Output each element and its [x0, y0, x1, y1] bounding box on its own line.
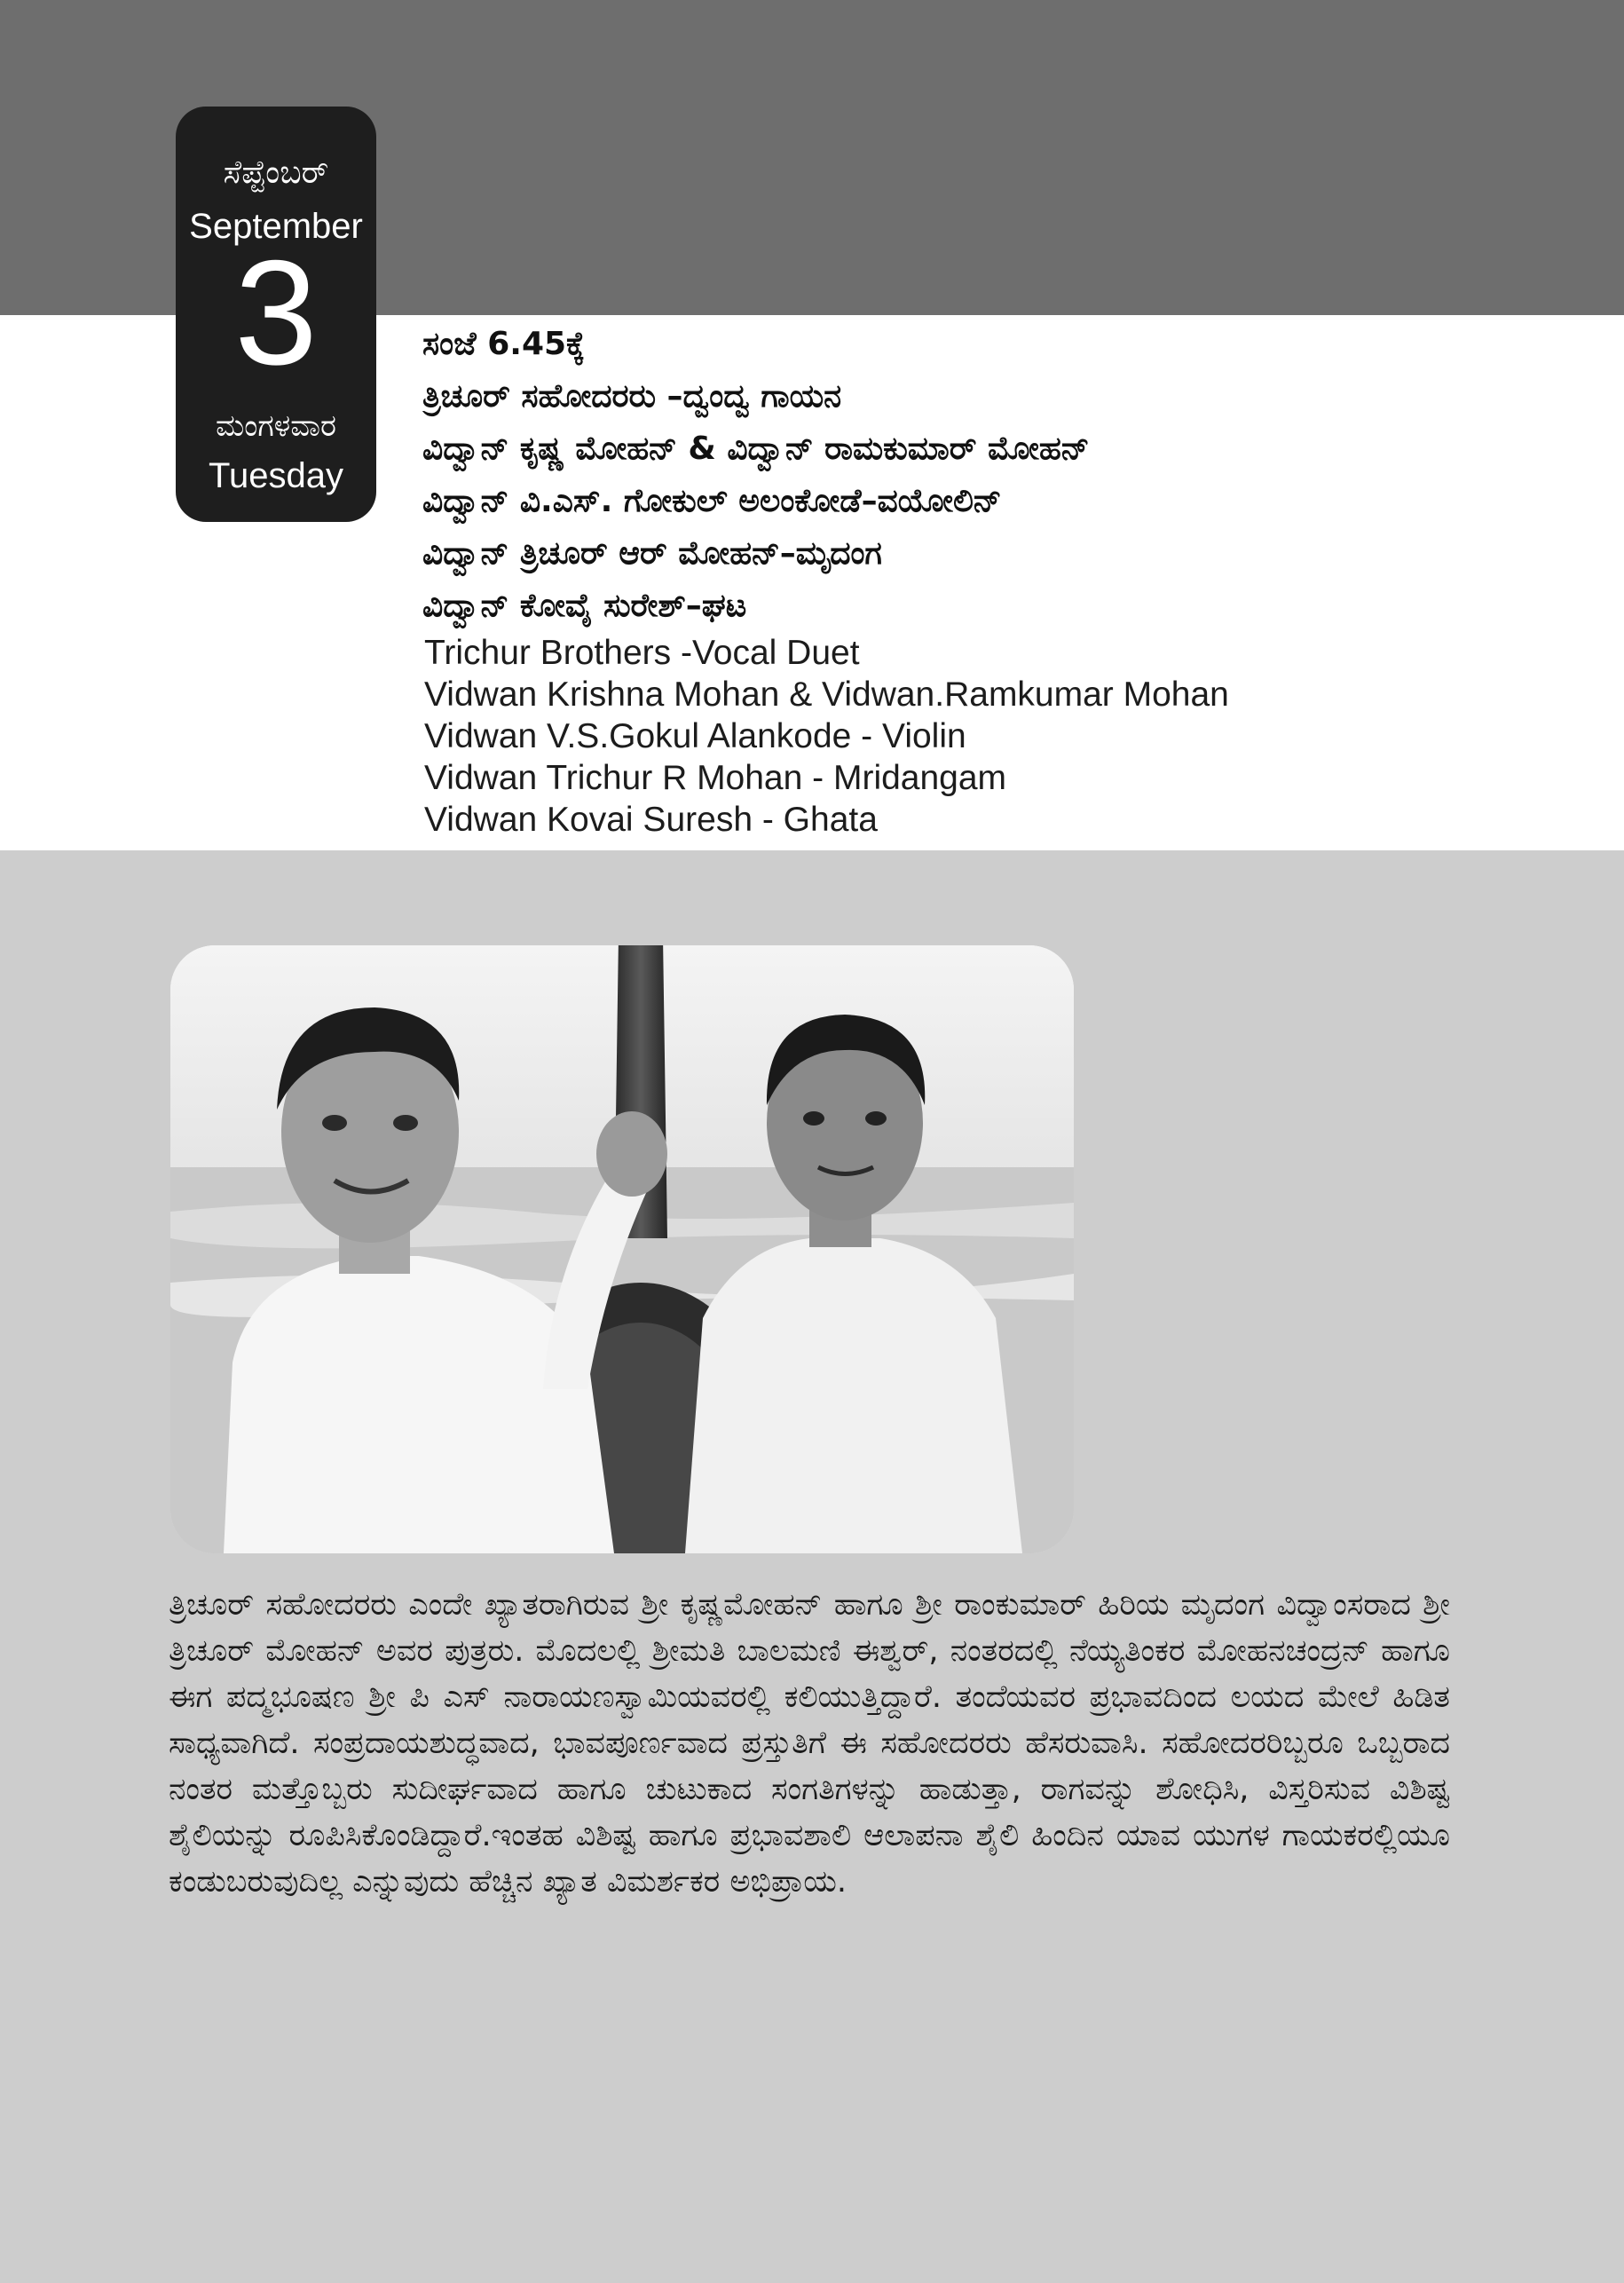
- weekday-kannada: ಮಂಗಳವಾರ: [215, 408, 337, 444]
- program-en-line: Vidwan Trichur R Mohan - Mridangam: [424, 759, 1007, 797]
- program-kn-line: ವಿದ್ವಾನ್ ಕೃಷ್ಣ ಮೋಹನ್ & ವಿದ್ವಾನ್ ರಾಮಕುಮಾರ್ ಮೋಹನ್: [422, 431, 1090, 467]
- program-kn-line: ವಿದ್ವಾನ್ ಕೋವೈ ಸುರೇಶ್–ಘಟ: [422, 588, 747, 624]
- month-kannada: ಸೆಪ್ಟೆಂಬರ್: [223, 154, 329, 191]
- artists-photo: [170, 945, 1074, 1553]
- program-kn-line: ಸಂಜೆ 6.45ಕ್ಕೆ: [422, 326, 586, 362]
- program-kn-line: ತ್ರಿಚೂರ್ ಸಹೋದರರು –ದ್ವಂದ್ವ ಗಾಯನ: [422, 378, 842, 415]
- biography-paragraph: ತ್ರಿಚೂರ್ ಸಹೋದರರು ಎಂದೇ ಖ್ಯಾತರಾಗಿರುವ ಶ್ರೀ ಕೃಷ್ಣಮೋಹನ್ ಹಾಗೂ ಶ್ರೀ ರಾಂಕುಮಾರ್ ಹಿರಿಯ ಮೃದಂಗ ವಿದ್ವಾಂಸರಾದ ಶ್ರೀ ತ್ರಿಚೂರ್ ಮೋಹನ್ ಅವರ ಪುತ್ರರು. ಮೊದಲಲ್ಲಿ ಶ್ರೀಮತಿ ಬಾಲಮಣಿ ಈಶ್ವರ್, ನಂತರದಲ್ಲಿ ನೆಯ್ಯತಿಂಕರ ಮೋಹನಚಂದ್ರನ್ ಹಾಗೂ ಈಗ ಪದ್ಮಭೂಷಣ ಶ್ರೀ ಪಿ ಎಸ್ ನಾರಾಯಣಸ್ವಾಮಿಯವರಲ್ಲಿ ಕಲಿಯುತ್ತಿದ್ದಾರೆ. ತಂದೆಯವರ ಪ್ರಭಾವದಿಂದ ಲಯದ ಮೇಲೆ ಹಿಡಿತ ಸಾಧ್ಯವಾಗಿದೆ. ಸಂಪ್ರದಾಯಶುದ್ಧವಾದ, ಭಾವಪೂರ್ಣವಾದ ಪ್ರಸ್ತುತಿಗೆ ಈ ಸಹೋದರರು ಹೆಸರುವಾಸಿ. ಸಹೋದರರಿಬ್ಬರೂ ಒಬ್ಬರಾದ ನಂತರ ಮತ್ತೊಬ್ಬರು ಸುದೀರ್ಘವಾದ ಹಾಗೂ ಚುಟುಕಾದ ಸಂಗತಿಗಳನ್ನು ಹಾಡುತ್ತಾ, ರಾಗವನ್ನು ಶೋಧಿಸಿ, ವಿಸ್ತರಿಸುವ ವಿಶಿಷ್ಟ ಶೈಲಿಯನ್ನು ರೂಪಿಸಿಕೊಂಡಿದ್ದಾರೆ.ಇಂತಹ ವಿಶಿಷ್ಟ ಹಾಗೂ ಪ್ರಭಾವಶಾಲಿ ಆಲಾಪನಾ ಶೈಲಿ ಹಿಂದಿನ ಯಾವ ಯುಗಳ ಗಾಯಕರಲ್ಲಿಯೂ ಕಂಡುಬರುವುದಿಲ್ಲ ಎನ್ನುವುದು ಹೆಚ್ಚಿನ ಖ್ಯಾತ ವಿಮರ್ಶಕರ ಅಭಿಪ್ರಾಯ.: [169, 1587, 1450, 1900]
- program-english: [424, 632, 1578, 841]
- program-en-line: Vidwan Kovai Suresh - Ghata: [424, 801, 878, 839]
- date-badge: [176, 107, 376, 522]
- program-en-line: Trichur Brothers -Vocal Duet: [424, 634, 860, 672]
- month-english: September: [189, 207, 363, 246]
- photo-illustration: [170, 945, 1074, 1553]
- program-kn-line: ವಿದ್ವಾನ್ ತ್ರಿಚೂರ್ ಆರ್ ಮೋಹನ್–ಮೃದಂಗ: [422, 535, 882, 572]
- program-en-line: Vidwan V.S.Gokul Alankode - Violin: [424, 717, 966, 755]
- program-kannada: [422, 318, 1487, 632]
- program-en-line: Vidwan Krishna Mohan & Vidwan.Ramkumar Mohan: [424, 675, 1229, 714]
- weekday-english: Tuesday: [209, 456, 343, 495]
- day-number: 3: [234, 229, 318, 396]
- program-kn-line: ವಿದ್ವಾನ್ ವಿ.ಎಸ್. ಗೋಕುಲ್ ಅಲಂಕೋಡೆ–ವಯೋಲಿನ್: [422, 483, 1002, 519]
